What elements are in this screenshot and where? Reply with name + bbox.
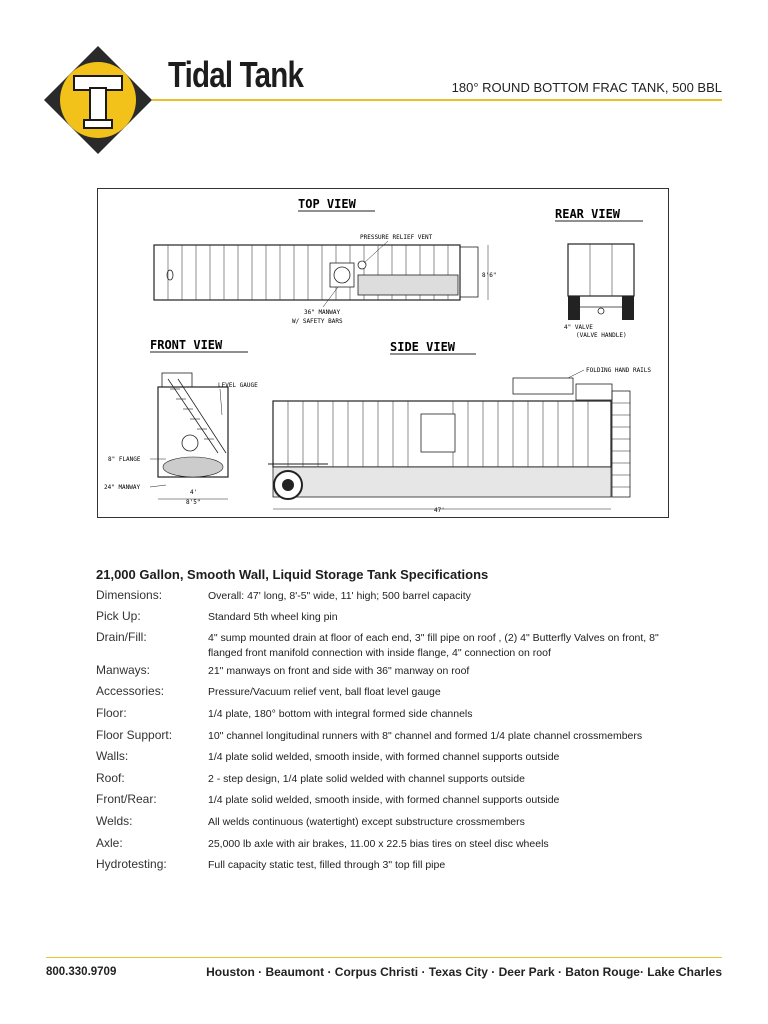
spec-label: Drain/Fill: xyxy=(96,630,147,644)
side-manway xyxy=(421,414,455,452)
length-dimension: 47' xyxy=(434,507,445,514)
spec-label: Floor: xyxy=(96,706,127,720)
spec-label: Floor Support: xyxy=(96,728,173,742)
spec-heading: 21,000 Gallon, Smooth Wall, Liquid Storage Tank Specifications xyxy=(96,567,489,582)
manway-label-2: W/ SAFETY BARS xyxy=(292,318,343,325)
spec-label: Welds: xyxy=(96,814,133,828)
spec-label: Accessories: xyxy=(96,684,165,698)
tank-drawing xyxy=(97,188,669,518)
spec-value: Full capacity static test, filled through 3" top fill pipe xyxy=(208,859,446,871)
spec-label: Dimensions: xyxy=(96,588,163,602)
side-ladder xyxy=(612,391,630,497)
rear-tire-right xyxy=(622,296,634,320)
spec-value: 1/4 plate solid welded, smooth inside, with formed channel supports outside xyxy=(208,751,560,763)
spec-value: 1/4 plate, 180° bottom with integral formed side channels xyxy=(208,708,473,720)
spec-value: All welds continuous (watertight) except substructure crossmembers xyxy=(208,816,525,828)
rear-view-body xyxy=(568,244,634,296)
side-view-title: SIDE VIEW xyxy=(390,340,456,354)
spec-value: Pressure/Vacuum relief vent, ball float level gauge xyxy=(208,686,441,698)
spec-value: 10" channel longitudinal runners with 8" channel and formed 1/4 plate channel crossmembers xyxy=(208,730,643,742)
spec-value: 1/4 plate solid welded, smooth inside, with formed channel supports outside xyxy=(208,794,560,806)
city-list: Houston · Beaumont · Corpus Christi · Texas City · Deer Park · Baton Rouge· Lake Charles xyxy=(206,965,722,979)
roof-walkway xyxy=(358,275,458,295)
spec-label: Roof: xyxy=(96,771,125,785)
valve-label-1: 4" VALVE xyxy=(564,324,593,331)
dim-4-label: 4' xyxy=(190,489,198,496)
manway-label-1: 36" MANWAY xyxy=(304,309,341,316)
spec-label: Axle: xyxy=(96,836,123,850)
spec-value: 21" manways on front and side with 36" manway on roof xyxy=(208,665,470,677)
width-dimension: 8'6" xyxy=(482,272,497,279)
spec-value: 2 - step design, 1/4 plate solid welded with channel supports outside xyxy=(208,773,525,785)
side-view-bottom xyxy=(273,467,611,497)
pressure-relief-vent-label: PRESSURE RELIEF VENT xyxy=(360,234,433,241)
front-view-title: FRONT VIEW xyxy=(150,338,223,352)
spec-value: Overall: 47' long, 8'-5" wide, 11' high; 500 barrel capacity xyxy=(208,590,471,602)
folding-hand-rails-label: FOLDING HAND RAILS xyxy=(586,367,652,374)
spec-label: Pick Up: xyxy=(96,609,141,623)
phone-number: 800.330.9709 xyxy=(46,966,117,978)
front-manway-label: 24" MANWAY xyxy=(104,484,141,491)
spec-label: Manways: xyxy=(96,663,151,677)
header-divider xyxy=(152,99,722,101)
rear-tire-left xyxy=(568,296,580,320)
spec-label: Front/Rear: xyxy=(96,792,157,806)
brand-name: Tidal Tank xyxy=(168,54,304,95)
spec-label: Walls: xyxy=(96,749,129,763)
spec-value: 25,000 lb axle with air brakes, 11.00 x 22.5 bias tires on steel disc wheels xyxy=(208,838,549,850)
top-view-title: TOP VIEW xyxy=(298,197,356,211)
footer-divider xyxy=(46,957,722,958)
rear-view-title: REAR VIEW xyxy=(555,207,621,221)
spec-value: 4" sump mounted drain at floor of each end, 3" fill pipe on roof , (2) 4" Butterfly Valves on front, 8" flanged front manifold connection with inside flange, 4" connection on roof xyxy=(208,632,659,659)
spec-label: Hydrotesting: xyxy=(96,857,167,871)
level-gauge-label: LEVEL GAUGE xyxy=(218,382,258,389)
tidal-tank-logo xyxy=(44,46,152,154)
valve-label-2: (VALVE HANDLE) xyxy=(576,332,627,339)
flange-label: 8" FLANGE xyxy=(108,456,141,463)
document-title: 180° ROUND BOTTOM FRAC TANK, 500 BBL xyxy=(451,80,722,95)
spec-value: Standard 5th wheel king pin xyxy=(208,611,338,623)
dim-85-label: 8'5" xyxy=(186,499,201,506)
